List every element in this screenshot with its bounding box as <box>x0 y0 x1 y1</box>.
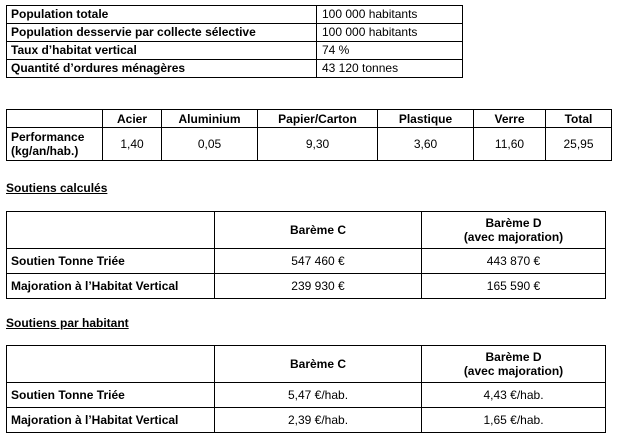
column-header-bareme-d <box>422 212 606 249</box>
table-cell: 1,65 €/hab. <box>422 408 606 433</box>
table-row <box>7 24 463 42</box>
table-row <box>7 408 606 433</box>
table-cell: 5,47 €/hab. <box>215 383 422 408</box>
table-cell: 0,05 <box>162 128 258 161</box>
column-header: Aluminium <box>162 110 258 128</box>
table-cell: 11,60 <box>474 128 546 161</box>
table-header-row <box>7 110 612 128</box>
column-header: Acier <box>103 110 162 128</box>
table-row <box>7 274 606 299</box>
table-row <box>7 128 612 161</box>
table-cell: 2,39 €/hab. <box>215 408 422 433</box>
table-row <box>7 249 606 274</box>
table-cell: 165 590 € <box>422 274 606 299</box>
table-cell: 1,40 <box>103 128 162 161</box>
header-line-1: Barème D <box>485 350 542 364</box>
header-empty-cell <box>7 212 215 249</box>
header-empty-cell <box>7 346 215 383</box>
table-row <box>7 42 463 60</box>
soutiens-calcules-table <box>6 211 606 299</box>
header-line-2: (avec majoration) <box>463 364 564 378</box>
section-heading-soutiens-par-habitant: Soutiens par habitant <box>6 316 129 330</box>
table-cell: 3,60 <box>378 128 474 161</box>
row-label-line-2: (kg/an/hab.) <box>11 144 79 158</box>
summary-table <box>6 5 463 78</box>
summary-label: Population desservie par collecte sélective <box>7 24 317 42</box>
column-header: Plastique <box>378 110 474 128</box>
row-label: Majoration à l’Habitat Vertical <box>7 274 215 299</box>
column-header-bareme-c: Barème C <box>215 212 422 249</box>
column-header: Papier/Carton <box>258 110 378 128</box>
summary-label: Population totale <box>7 6 317 24</box>
row-label: Soutien Tonne Triée <box>7 383 215 408</box>
header-empty-cell <box>7 110 103 128</box>
column-header: Total <box>546 110 612 128</box>
row-label: Majoration à l’Habitat Vertical <box>7 408 215 433</box>
performance-table <box>6 109 612 161</box>
row-label <box>7 128 103 161</box>
table-cell: 4,43 €/hab. <box>422 383 606 408</box>
table-header-row <box>7 346 606 383</box>
column-header-bareme-d <box>422 346 606 383</box>
table-row <box>7 383 606 408</box>
table-cell: 239 930 € <box>215 274 422 299</box>
row-label: Soutien Tonne Triée <box>7 249 215 274</box>
summary-label: Taux d’habitat vertical <box>7 42 317 60</box>
summary-value: 100 000 habitants <box>317 6 463 24</box>
column-header: Verre <box>474 110 546 128</box>
summary-label: Quantité d’ordures ménagères <box>7 60 317 78</box>
section-heading-soutiens-calcules: Soutiens calculés <box>6 181 108 195</box>
column-header-bareme-c: Barème C <box>215 346 422 383</box>
table-cell: 443 870 € <box>422 249 606 274</box>
header-line-1: Barème D <box>485 216 542 230</box>
header-line-2: (avec majoration) <box>463 230 564 244</box>
row-label-line-1: Performance <box>11 130 85 144</box>
table-cell: 9,30 <box>258 128 378 161</box>
summary-value: 74 % <box>317 42 463 60</box>
summary-value: 100 000 habitants <box>317 24 463 42</box>
table-header-row <box>7 212 606 249</box>
table-cell: 547 460 € <box>215 249 422 274</box>
summary-value: 43 120 tonnes <box>317 60 463 78</box>
table-row <box>7 6 463 24</box>
table-cell: 25,95 <box>546 128 612 161</box>
soutiens-par-habitant-table <box>6 345 606 433</box>
table-row <box>7 60 463 78</box>
